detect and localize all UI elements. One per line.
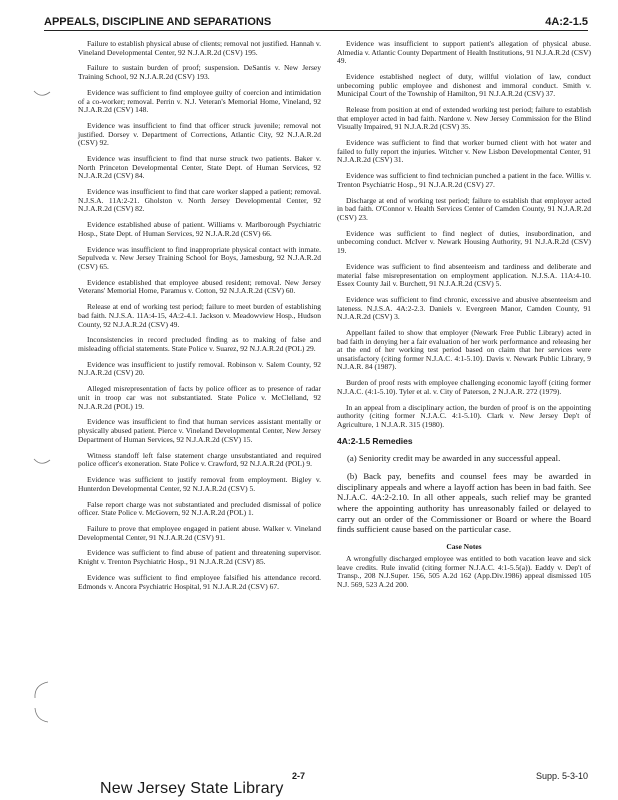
page-number: 2-7	[292, 771, 306, 781]
case-entry: Evidence was insufficient to justify removal. Robinson v. Salem County, 92 N.J.A.R.2d (CSV) 20.	[78, 359, 321, 378]
case-entry: Failure to sustain burden of proof; suspension. DeSantis v. New Jersey Training School, 92 N.J.A.R.2d (CSV) 193.	[78, 63, 321, 82]
case-notes-heading: Case Notes	[446, 541, 482, 551]
case-entry: Evidence was insufficient to find that nurse struck two patients. Baker v. North Princeton Developmental Center, State Dept. of Human Services, 92 N.J.A.R.2d (CSV) 84.	[78, 154, 321, 181]
case-entry: Evidence was insufficient to find that officer struck juvenile; removal not justified. Dorsey v. Department of Corrections, Atlantic City, 92 N.J.A.R.2d (CSV) 92.	[78, 121, 321, 148]
running-header	[44, 12, 588, 32]
case-entry: False report charge was not substantiated and precluded dismissal of police officer. State Police v. McGovern, 92 N.J.A.R.2d (POL) 1.	[78, 499, 321, 518]
case-entry: Appellant failed to show that employer (Newark Free Public Library) acted in bad faith in denying her a fair evaluation of her work performance and releasing her at the end of her working test period based on claim that her services were unsatisfactory (citing former N.J.A.C. 4:1-5.10). Davis v. Newark Public Library, 9 N.J.A.R. 84 (1987).	[337, 328, 591, 372]
right-column	[337, 40, 591, 597]
header-section: 4A:2-1.5	[545, 16, 588, 28]
case-entry: Alleged misrepresentation of facts by police officer as to presence of radar unit in troop car was not substantiated. State Police v. McClelland, 92 N.J.A.R.2d (POL) 19.	[78, 384, 321, 411]
case-entry: In an appeal from a disciplinary action, the burden of proof is on the appointing authority (citing former N.J.A.C. 4:1-5.10). Clark v. New Jersey Dep't of Agriculture, 1 N.J.A.R. 315 (1980).	[337, 402, 591, 430]
case-entry: Evidence established abuse of patient. Williams v. Marlborough Psychiatric Hosp., State Dept. of Human Services, 92 N.J.A.R.2d (CSV) 66.	[78, 220, 321, 238]
case-entry: Failure to establish physical abuse of clients; removal not justified. Hannah v. Vineland Developmental Center, 92 N.J.A.R.2d (CSV) 195.	[78, 39, 321, 57]
case-entry: Burden of proof rests with employee challenging economic layoff (citing former N.J.A.C. (4:1-5.10). Tyler et al. v. City of Paterson, 2 N.J.A.R. 272 (1979).	[337, 378, 591, 396]
margin-mark-icon	[32, 88, 52, 100]
case-entry: Evidence was insufficient to find inappropriate physical contact with inmate. Sepulveda v. New Jersey Training School for Boys, Jamesburg, 92 N.J.A.R.2d (CSV) 65.	[78, 244, 321, 271]
case-entry: Evidence was sufficient to find neglect of duties, insubordination, and unbecoming conduct. McIver v. Newark Housing Authority, 91 N.J.A.R.2d (CSV) 19.	[337, 228, 591, 256]
margin-mark-icon	[32, 456, 52, 468]
remedies-para-a: (a) Seniority credit may be awarded in any successful appeal.	[347, 452, 561, 463]
case-entry: Evidence was insufficient to find that human services assistant mentally or physically abused patient. Pierce v. Vineland Developmental Center, New Jersey Department of Human Services, 92 N.J.A.R.2d (CSV) 15.	[78, 417, 321, 444]
header-title: APPEALS, DISCIPLINE AND SEPARATIONS	[44, 16, 272, 28]
remedies-para-b: (b) Back pay, benefits and counsel fees may be awarded in disciplinary appeals and where a layoff action has been in bad faith. See N.J.A.C. 4A:2-2.10. In all other appeals, such relief may be granted where the appointing authority has unreasonably failed or delayed to carry out an order of the Commissioner or Board or where the Board finds sufficient cause based on the particular case.	[337, 471, 591, 535]
margin-bracket-icon	[30, 680, 52, 726]
case-entry: Release from position at end of extended working test period; failure to establish that employer acted in bad faith. Nardone v. New Jersey Commission for the Blind Visually Impaired, 91 N.J.A.R.2d (CSV) 35.	[337, 105, 591, 132]
case-entry: Evidence was sufficient to find abuse of patient and threatening supervisor. Knight v. Trenton Psychiatric Hosp., 91 N.J.A.R.2d (CSV) 85.	[78, 548, 321, 567]
section-heading: 4A:2-1.5 Remedies	[337, 435, 413, 446]
supplement-date: Supp. 5-3-10	[535, 771, 588, 781]
case-entry: Evidence was insufficient to find that care worker slapped a patient; removal. N.J.S.A. 11A:2-21. Gholston v. North Jersey Developmental Center, 92 N.J.A.R.2d (CSV) 82.	[78, 187, 321, 214]
case-entry: Witness standoff left false statement charge unsubstantiated and required police officer's exoneration. State Police v. Crawford, 92 N.J.A.R.2d (POL) 9.	[78, 450, 321, 469]
left-column	[78, 40, 321, 598]
case-entry: Evidence was sufficient to find chronic, excessive and abusive absenteeism and lateness. N.J.S.A. 4A:2-2.3. Daniels v. Evergreen Manor, Camden County, 91 N.J.A.R.2d (CSV) 3.	[337, 295, 591, 322]
case-entry: Evidence was sufficient to justify removal from employment. Bigley v. Hunterdon Developmental Center, 92 N.J.A.R.2d (CSV) 5.	[78, 475, 321, 493]
case-entry: Evidence was insufficient to support patient's allegation of physical abuse. Almedia v. Atlantic County Department of Health Institutions, 91 N.J.A.R.2d (CSV) 49.	[337, 39, 591, 66]
case-entry: Evidence established that employee abused resident; removal. New Jersey Veterans' Memorial Home, Paramus v. Cotton, 92 N.J.A.R.2d (CSV) 60.	[78, 277, 321, 296]
header-rule	[44, 30, 588, 31]
case-entry: Evidence was sufficient to find that worker burned client with hot water and failed to fully report the injuries. Witcher v. New Lisbon Developmental Center, 91 N.J.A.R.2d (CSV) 31.	[337, 138, 591, 165]
case-entry: Evidence was sufficient to find employee guilty of coercion and intimidation of a co-worker; removal. Perrin v. N.J. Veteran's Memorial Home, Vineland, 92 N.J.A.R.2d (CSV) 148.	[78, 87, 321, 115]
library-stamp: New Jersey State Library	[100, 780, 284, 797]
case-note: A wrongfully discharged employee was entitled to both vacation leave and sick leave credits. Rule invalid (citing former N.J.A.C. 4:1-5.5(a)). Eaddy v. Dep't of Transp., 208 N.J.Super. 156, 505 A.2d 162 (App.Div.1986) appeal dismissed 105 N.J. 569, 523 A.2d 200.	[337, 554, 591, 590]
case-entry: Failure to prove that employee engaged in patient abuse. Walker v. Vineland Developmental Center, 91 N.J.A.R.2d (CSV) 91.	[78, 523, 321, 542]
case-entry: Evidence was sufficient to find absenteeism and tardiness and deliberate and material false misrepresentation on employment application. N.J.S.A. 11A:4-10. Essex County Jail v. Burchett, 91 N.J.A.R.2d (CSV) 5.	[337, 261, 591, 289]
case-entry: Evidence was sufficient to find technician punched a patient in the face. Willis v. Trenton Psychiatric Hosp., 91 N.J.A.R.2d (CSV) 27.	[337, 171, 591, 189]
case-entry: Release at end of working test period; failure to meet burden of establishing bad faith. N.J.S.A. 11A:4-15, 4A:2-4.1. Jackson v. Meadowview Hosp., Hudson County, 92 N.J.A.R.2d (CSV) 49.	[78, 302, 321, 329]
case-entry: Discharge at end of working test period; failure to establish that employer acted in bad faith. O'Connor v. Health Services Center of Camden County, 91 N.J.A.R.2d (CSV) 23.	[337, 195, 591, 222]
case-entry: Evidence established neglect of duty, willful violation of law, conduct unbecoming public employee and dishonest and immoral conduct. Smith v. Municipal Court of the Township of Hamilton, 91 N.J.A.R.2d (CSV) 37.	[337, 72, 591, 99]
case-entry: Inconsistencies in record precluded finding as to making of false and misleading official statements. State Police v. Suarez, 92 N.J.A.R.2d (POL) 29.	[78, 335, 321, 353]
case-entry: Evidence was sufficient to find employee falsified his attendance record. Edmonds v. Ancora Psychiatric Hospital, 91 N.J.A.R.2d (CSV) 67.	[78, 572, 321, 591]
